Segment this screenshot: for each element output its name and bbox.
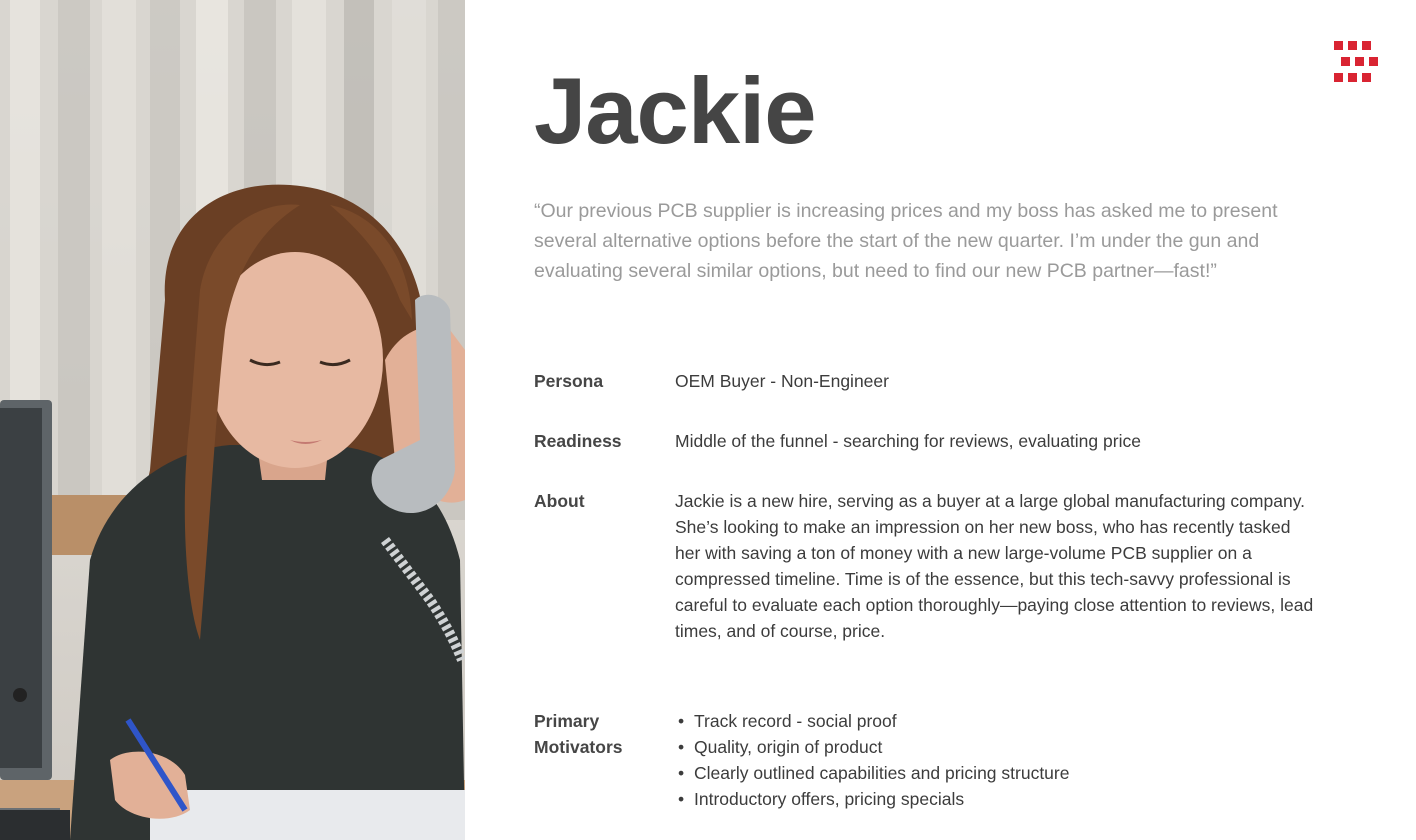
motivators-label — [534, 708, 664, 760]
persona-photo — [0, 0, 465, 840]
woman-on-phone-illustration — [0, 0, 465, 840]
persona-quote: “Our previous PCB supplier is increasing prices and my boss has asked me to present several alternative options before the start of the new quarter. I’m under the gun and evaluating several similar options, but need to find our new PCB partner—fast!” — [534, 200, 1278, 282]
about-value: Jackie is a new hire, serving as a buyer at a large global manufacturing company. She’s looking to make an impression on her new boss, who has recently tasked her with saving a ton of money with a new large-volume PCB supplier on a compressed timeline. Time is of the essence, but this tech-savvy professional is careful to evaluate each option thoroughly—paying close attention to reviews, lead times, and of course, price. — [675, 491, 1314, 641]
persona-name: Jackie — [534, 58, 816, 163]
motivators-label-line1: Primary — [534, 711, 600, 731]
readiness-value: Middle of the funnel - searching for reviews, evaluating price — [675, 431, 1141, 451]
persona-label: Persona — [534, 371, 604, 391]
motivators-label-line2: Motivators — [534, 737, 623, 757]
motivators-list — [675, 708, 1325, 812]
list-item: • Introductory offers, pricing specials — [675, 786, 1325, 812]
about-label: About — [534, 491, 585, 511]
readiness-label: Readiness — [534, 431, 622, 451]
red-dot-grid-logo — [1334, 41, 1386, 83]
notebook — [150, 790, 465, 840]
list-item: • Quality, origin of product — [675, 734, 1325, 760]
persona-value: OEM Buyer - Non-Engineer — [675, 371, 889, 391]
keyboard — [0, 810, 70, 840]
list-item: • Clearly outlined capabilities and pricing structure — [675, 760, 1325, 786]
computer-monitor — [0, 400, 60, 840]
list-item: • Track record - social proof — [675, 708, 1325, 734]
